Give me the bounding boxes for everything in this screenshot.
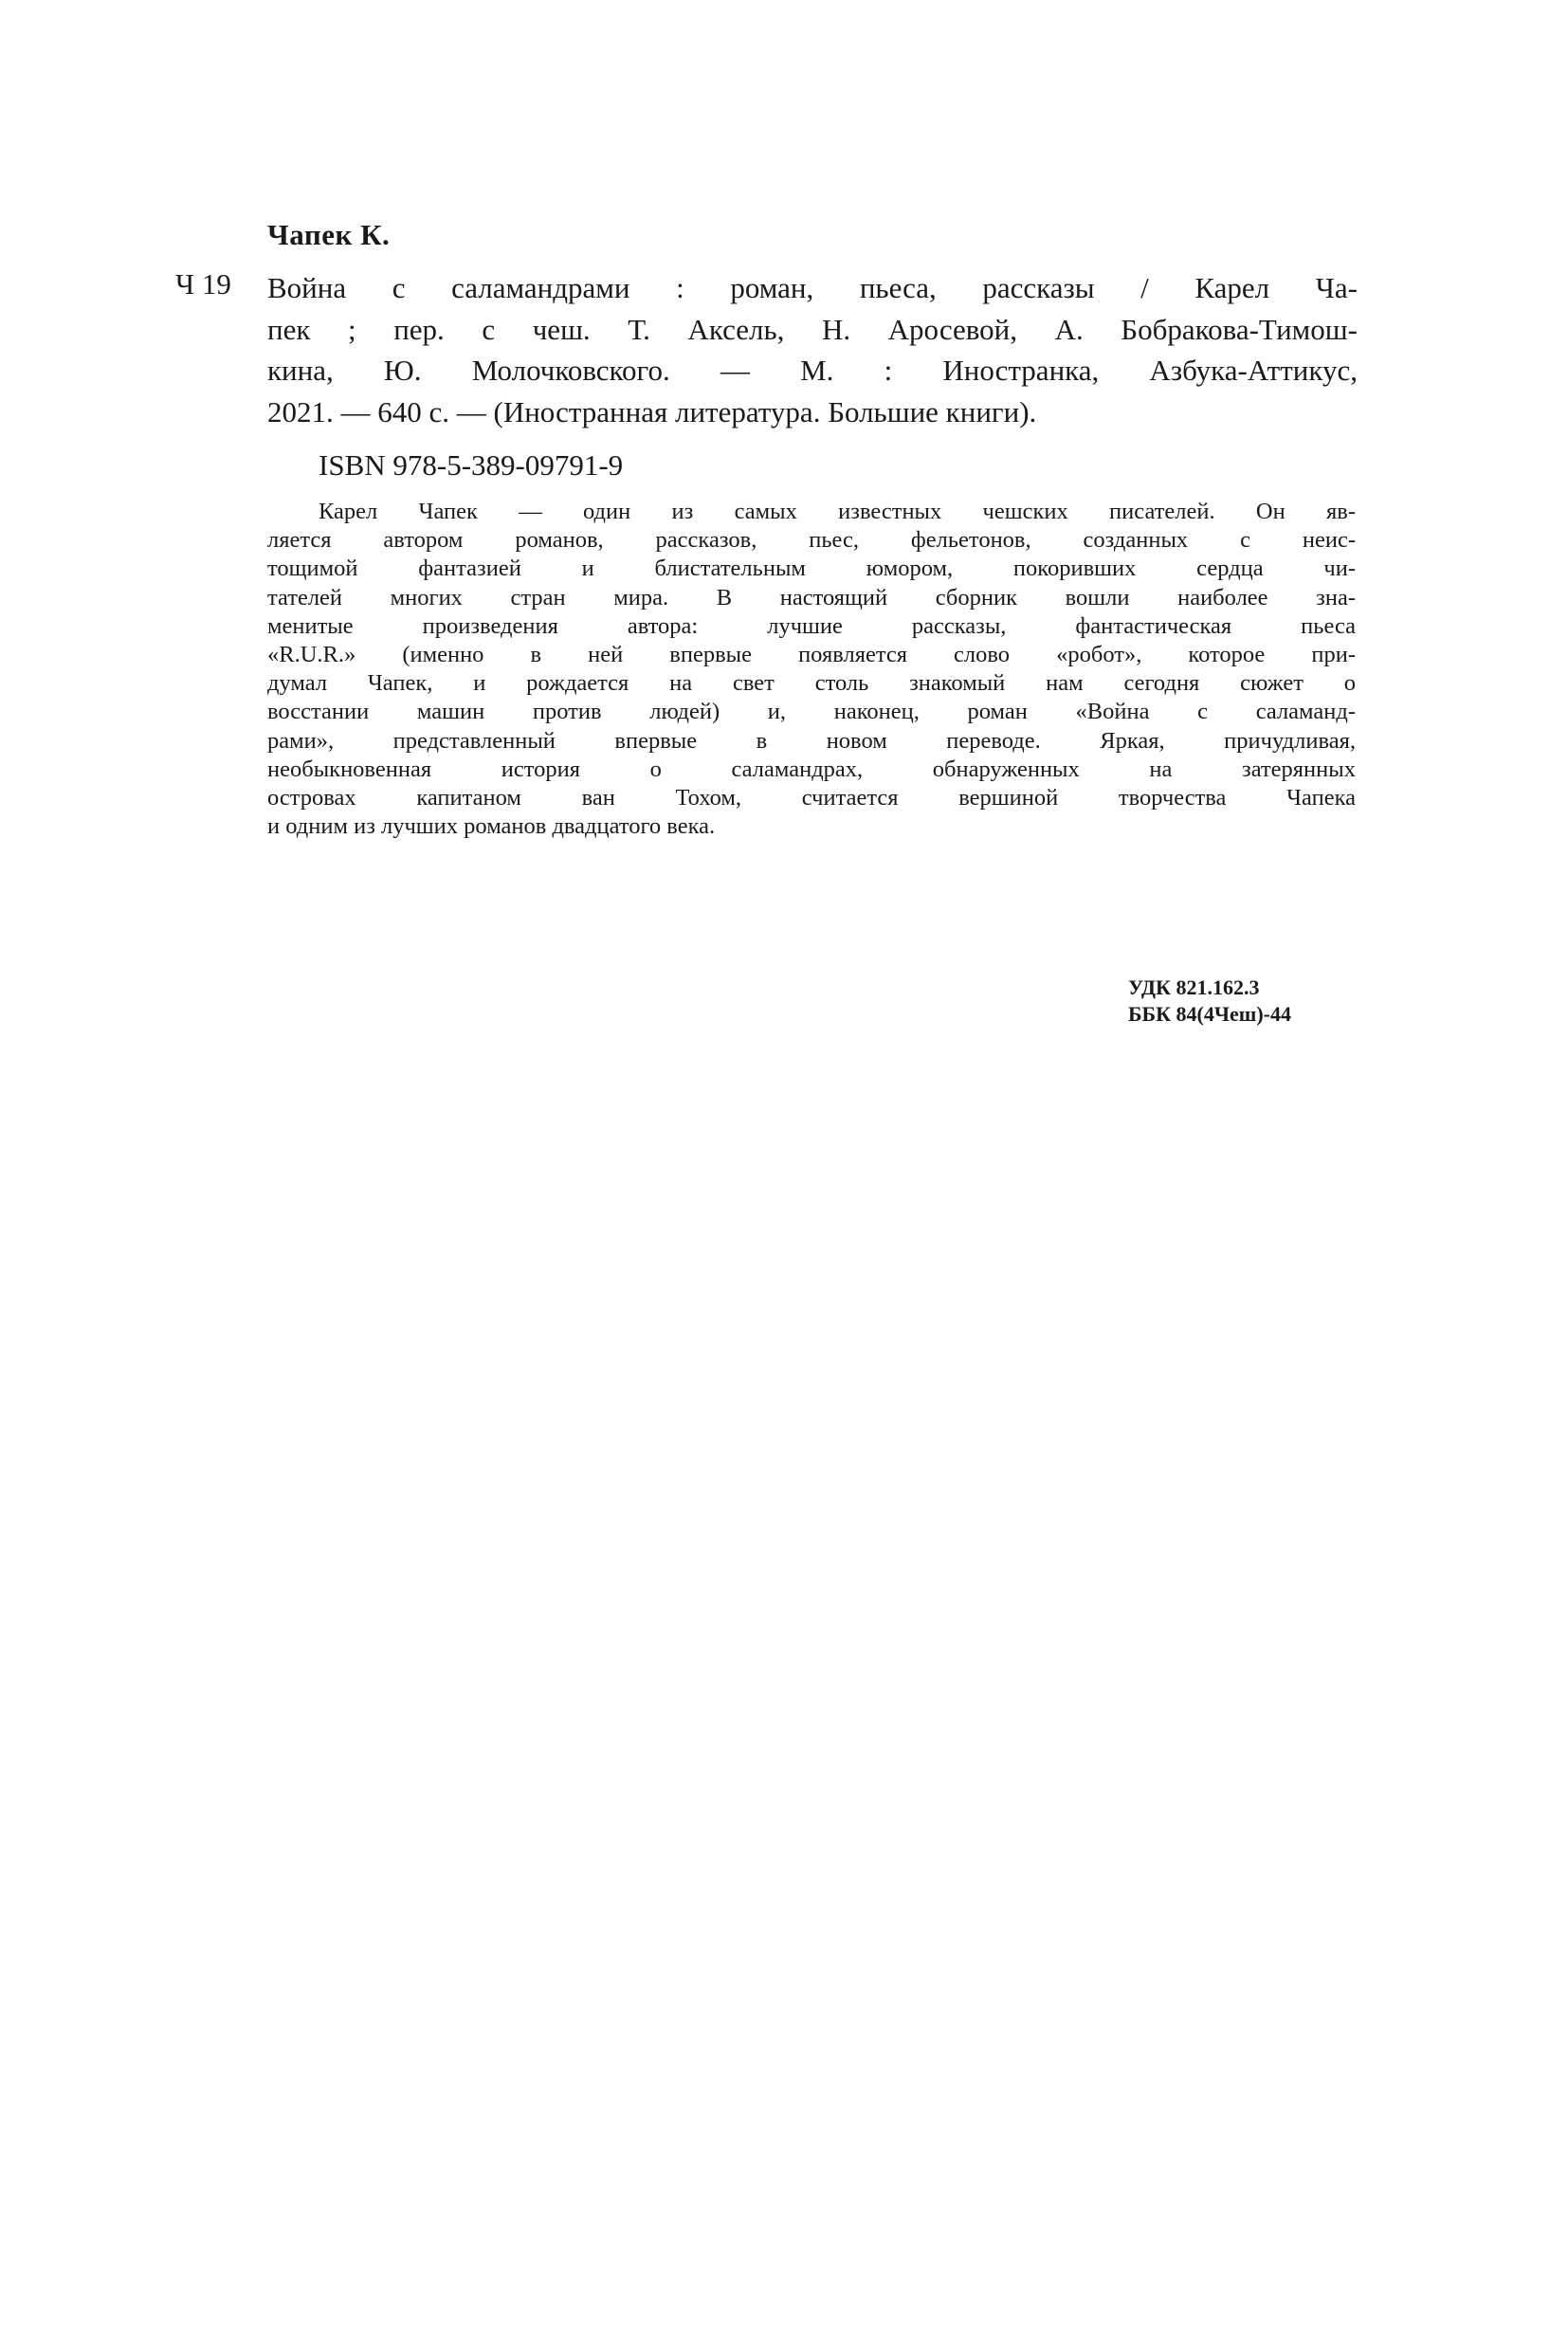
annotation-line: тателей многих стран мира. В настоящий сборник вошли наиболее зна-	[267, 584, 1356, 611]
annotation-line: Карел Чапек — один из самых известных чешских писателей. Он яв-	[319, 499, 1356, 524]
bibliographic-line: кина, Ю. Молочковского. — М. : Иностранка, Азбука-Аттикус,	[267, 354, 1358, 387]
bbk-code: ББК 84(4Чеш)-44	[1128, 1002, 1292, 1026]
annotation-line: «R.U.R.» (именно в ней впервые появляется слово «робот», которое при-	[267, 642, 1356, 668]
bibliographic-description	[267, 267, 1358, 432]
bibliographic-line: пек ; пер. с чеш. Т. Аксель, Н. Аросевой, А. Бобракова-Тимош-	[267, 312, 1358, 346]
annotation-line: восстании машин против людей) и, наконец, роман «Война с саламанд-	[267, 699, 1356, 725]
isbn: ISBN 978-5-389-09791-9	[319, 448, 624, 482]
annotation-line: и одним из лучших романов двадцатого века.	[267, 813, 716, 840]
udk-code: УДК 821.162.3	[1128, 975, 1260, 999]
annotation-line: рами», представленный впервые в новом переводе. Яркая, причудливая,	[267, 727, 1356, 754]
annotation-line: тощимой фантазией и блистательным юмором, покоривших сердца чи-	[267, 556, 1356, 582]
annotation-line: островах капитаном ван Тохом, считается вершиной творчества Чапека	[267, 785, 1356, 811]
classification-codes	[1128, 975, 1291, 1028]
bibliographic-line: 2021. — 640 с. — (Иностранная литература. Большие книги).	[267, 394, 1037, 428]
annotation-line: ляется автором романов, рассказов, пьес, фельетонов, созданных с неис-	[267, 527, 1356, 554]
bibliographic-line: Война с саламандрами : роман, пьеса, рассказы / Карел Ча-	[267, 271, 1358, 304]
annotation	[267, 498, 1356, 841]
call-number: Ч 19	[175, 267, 231, 301]
annotation-line: менитые произведения автора: лучшие рассказы, фантастическая пьеса	[267, 612, 1356, 639]
author-heading: Чапек К.	[267, 218, 391, 251]
annotation-line: думал Чапек, и рождается на свет столь знакомый нам сегодня сюжет о	[267, 670, 1356, 697]
annotation-line: необыкновенная история о саламандрах, обнаруженных на затерянных	[267, 756, 1356, 782]
